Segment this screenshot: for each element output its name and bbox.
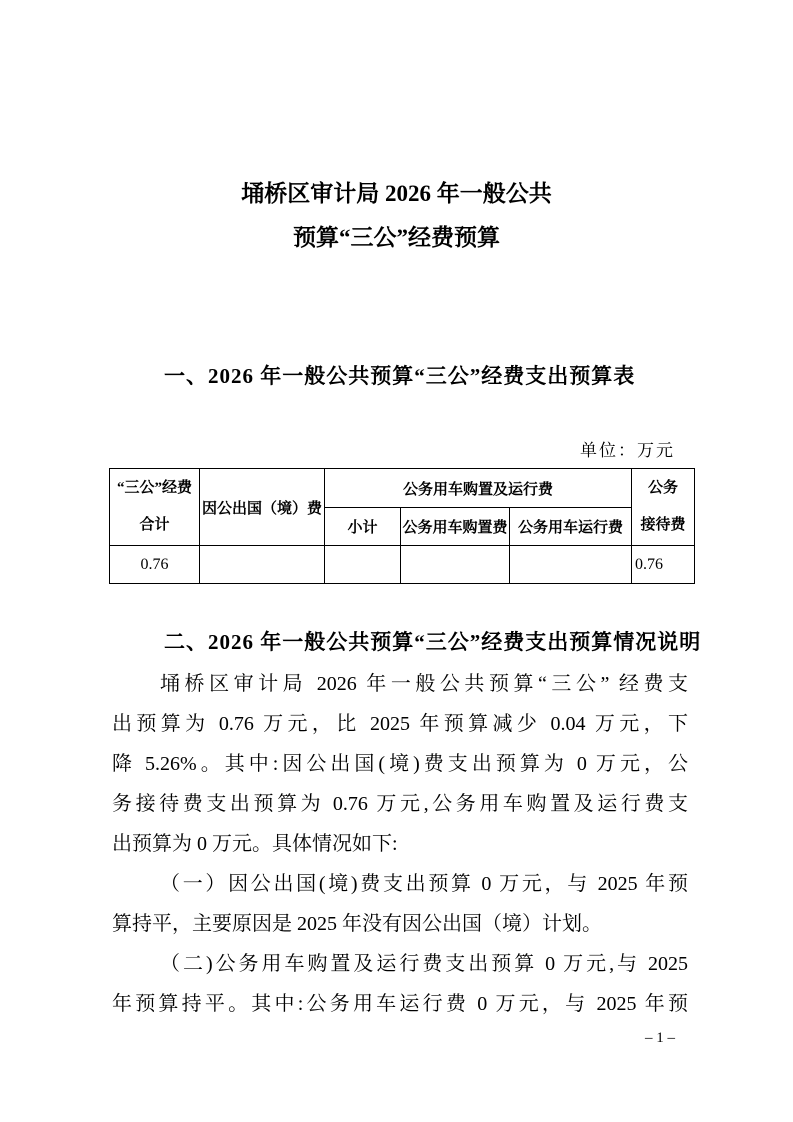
table-data-row (110, 546, 695, 584)
paragraph-line: 埇桥区审计局 2026 年一般公共预算“三公” 经费支 (160, 673, 688, 695)
paragraph-line: 算持平，主要原因是 2025 年没有因公出国（境）计划。 (112, 913, 602, 935)
header-abroad-fee: 因公出国（境）费 (200, 469, 325, 546)
header-reception-fee-line1: 公务 (647, 480, 678, 496)
document-title-line1: 埇桥区审计局 2026 年一般公共 (241, 181, 552, 206)
cell-sangong-total: 0.76 (110, 546, 200, 584)
cell-vehicle-operation (510, 546, 632, 584)
paragraph-line: 降 5.26%。其中:因公出国(境)费支出预算为 0 万元，公 (112, 753, 688, 775)
section2-body (112, 664, 688, 1024)
cell-abroad-fee (200, 546, 325, 584)
document-title-line2: 预算“三公”经费预算 (293, 225, 500, 250)
sangong-budget-table (109, 468, 695, 584)
paragraph-line: 年预算持平。其中:公务用车运行费 0 万元，与 2025 年预 (112, 993, 688, 1015)
section1-heading: 一、2026 年一般公共预算“三公”经费支出预算表 (164, 364, 636, 388)
header-reception-fee-line2: 接待费 (640, 517, 686, 533)
table-header-row-1 (110, 469, 695, 508)
paragraph-line: 务接待费支出预算为 0.76 万元,公务用车购置及运行费支 (112, 793, 688, 815)
page-number: – 1 – (645, 1030, 675, 1046)
paragraph-line: （一）因公出国(境)费支出预算 0 万元，与 2025 年预 (160, 873, 688, 895)
table-unit-label: 单位：万元 (580, 441, 675, 460)
header-reception-fee (632, 469, 695, 546)
paragraph-line: （二)公务用车购置及运行费支出预算 0 万元,与 2025 (160, 953, 688, 975)
section2-heading: 二、2026 年一般公共预算“三公”经费支出预算情况说明 (164, 630, 702, 654)
document-title (0, 172, 793, 260)
header-vehicle-operation: 公务用车运行费 (510, 508, 632, 546)
header-vehicle-group: 公务用车购置及运行费 (325, 469, 632, 508)
header-sangong-total-line1: “三公”经费 (116, 480, 192, 496)
paragraph-line: 出预算为 0 万元。具体情况如下: (112, 833, 398, 855)
header-sangong-total-line2: 合计 (139, 517, 170, 533)
header-vehicle-purchase: 公务用车购置费 (401, 508, 510, 546)
cell-reception-fee: 0.76 (632, 546, 695, 584)
cell-vehicle-purchase (401, 546, 510, 584)
header-vehicle-subtotal: 小计 (325, 508, 401, 546)
paragraph-line: 出预算为 0.76 万元，比 2025 年预算减少 0.04 万元，下 (112, 713, 688, 735)
header-sangong-total (110, 469, 200, 546)
cell-vehicle-subtotal (325, 546, 401, 584)
